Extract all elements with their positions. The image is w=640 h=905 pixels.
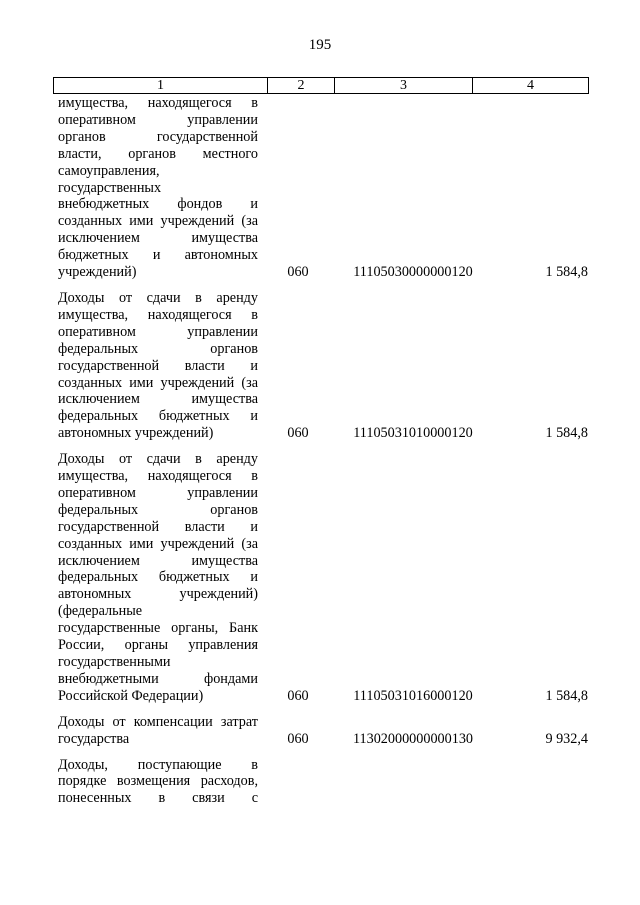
row-amount: 1 584,8 — [545, 687, 588, 704]
row-code: 060 — [287, 264, 309, 281]
row-description: Доходы от компенсации затрат государства — [58, 713, 258, 747]
table-row — [58, 95, 588, 281]
row-code: 060 — [287, 730, 309, 747]
row-description: Доходы от сдачи в аренду имущества, находящегося в оперативном управлении федеральных органов государственной власти и созданных ими учреждений (за исключением имущества федеральных бюджетных и автономных учреждений) — [58, 289, 258, 442]
header-col-1: 1 — [157, 78, 164, 93]
page-number: 195 — [308, 37, 332, 53]
table-body — [58, 95, 588, 816]
header-col-2: 2 — [267, 78, 334, 93]
row-kbk: 11105030000000120 — [353, 264, 473, 281]
row-amount: 1 584,8 — [545, 425, 588, 442]
row-description: имущества, находящегося в оперативном управлении органов государственной власти, органов местного самоуправления, государственных внебюджетных фондов и созданных ими учреждений (за исключением имущества бюджетных и автономных учреждений) — [58, 95, 258, 281]
row-kbk: 11302000000000130 — [352, 730, 474, 747]
table-row — [58, 714, 588, 748]
table-row — [58, 290, 588, 442]
table-row — [58, 451, 588, 705]
row-description: Доходы, поступающие в порядке возмещения расходов, понесенных в связи с — [58, 756, 258, 807]
row-code: 060 — [287, 425, 309, 442]
row-description: Доходы от сдачи в аренду имущества, находящегося в оперативном управлении федеральных органов государственной власти и созданных ими учреждений (за исключением имущества федеральных бюджетных и автономных учреждений) (федеральные государственные органы, Банк России, органы управления государственными внебюджетными фондами Российской Федерации) — [58, 451, 258, 704]
table-row — [58, 757, 588, 808]
row-amount: 9 932,4 — [545, 730, 588, 747]
header-col-3: 3 — [334, 78, 472, 93]
row-kbk: 11105031010000120 — [353, 425, 473, 442]
row-amount: 1 584,8 — [545, 264, 588, 281]
header-col-4: 4 — [472, 78, 588, 93]
row-code: 060 — [287, 687, 309, 704]
table-header — [53, 77, 589, 94]
row-kbk: 11105031016000120 — [353, 687, 473, 704]
